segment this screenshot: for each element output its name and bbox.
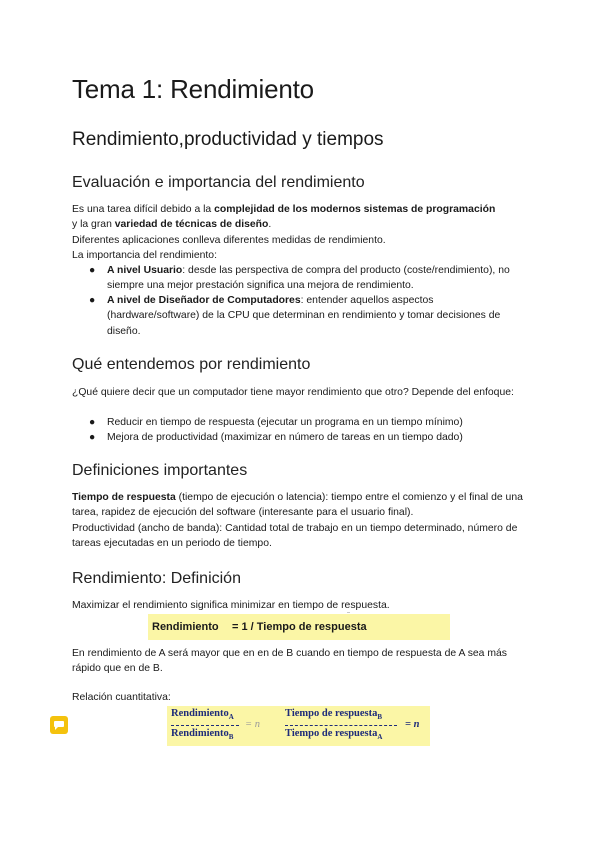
bold-text: A nivel de Diseñador de Computadores [107, 295, 301, 306]
text: : entender aquellos aspectos (hardware/software) de la CPU que determinan en rendimiento y tomar decisiones de diseño. [107, 295, 501, 337]
paragraph-tiempo-respuesta [72, 490, 532, 551]
text: y la gran [72, 219, 115, 231]
text: (tiempo de ejecución o latencia): tiempo entre el comienzo y el final de una tarea, rapidez de ejecución del software (interesante para el usuario final). [72, 492, 523, 519]
bold-text: Tiempo de respuesta [72, 492, 176, 503]
equation-left: Rendimiento [152, 621, 219, 633]
text: . [268, 219, 272, 231]
bold-text: complejidad de los modernos sistemas de programación [214, 204, 496, 215]
bullet-icon: ● [89, 295, 96, 306]
list-item [86, 430, 526, 445]
text: Diferentes aplicaciones conlleva diferentes medidas de rendimiento. [72, 234, 386, 246]
paragraph-relacion: Relación cuantitativa: [72, 692, 171, 703]
paragraph-comparacion: En rendimiento de A será mayor que en en de B cuando en tiempo de respuesta de A sea más rápido que en de B. [72, 648, 507, 675]
bullet-icon: ● [89, 417, 96, 428]
paragraph-maximizar: Maximizar el rendimiento significa minimizar en tiempo de respuesta. [72, 600, 390, 611]
page-title: Tema 1: Rendimiento [72, 74, 314, 104]
divider [347, 612, 350, 613]
paragraph-enfoque: ¿Qué quiere decir que un computador tiene mayor rendimiento que otro? Depende del enfoque: [72, 387, 514, 398]
fraction-line [285, 725, 397, 726]
formula-denominator-left: Rendimiento$_B$ [171, 728, 234, 742]
bold-text: variedad de técnicas de diseño [114, 219, 269, 231]
text: Productividad (ancho de banda): Cantidad total de trabajo en un tiempo determinado, número de tareas ejecutadas en un periodo de tiempo. [72, 522, 518, 549]
heading-que-entendemos: Qué entendemos por rendimiento [72, 356, 311, 373]
paragraph-dificultad [72, 202, 532, 263]
heading-rendimiento-definicion: Rendimiento: Definición [72, 570, 241, 587]
formula-equals-n: = n [405, 719, 420, 730]
equation-highlight [148, 614, 450, 640]
bold-text: A nivel Usuario [107, 265, 183, 276]
heading-definiciones: Definiciones importantes [72, 462, 248, 479]
text: Reducir en tiempo de respuesta (ejecutar un programa en un tiempo mínimo) [107, 417, 463, 428]
list-item [86, 263, 526, 294]
text: : desde las perspectiva de compra del producto (coste/rendimiento), no siempre una mejor prestación significa una mejora de rendimiento. [107, 265, 510, 292]
list-item [86, 415, 526, 430]
formula-denominator-right: Tiempo de respuesta$_A$ [285, 728, 383, 742]
formula-image [167, 706, 430, 746]
text: Mejora de productividad (maximizar en número de tareas en un tiempo dado) [107, 432, 463, 443]
bullet-icon: ● [89, 432, 96, 443]
text: Es una tarea difícil debido a la [72, 204, 215, 215]
fraction-line [171, 725, 239, 726]
text: La importancia del rendimiento: [72, 249, 217, 261]
formula-equals-n: = n [245, 719, 260, 730]
heading-evaluacion: Evaluación e importancia del rendimiento [72, 174, 365, 191]
equation-right: = 1 / Tiempo de respuesta [232, 621, 367, 633]
comment-icon[interactable] [50, 716, 68, 734]
bullet-icon: ● [89, 265, 96, 276]
section-heading: Rendimiento,productividad y tiempos [72, 129, 384, 150]
formula-numerator-right: Tiempo de respuesta$_B$ [285, 708, 383, 722]
formula-numerator-left: Rendimiento$_A$ [171, 708, 234, 722]
list-item [86, 293, 526, 339]
